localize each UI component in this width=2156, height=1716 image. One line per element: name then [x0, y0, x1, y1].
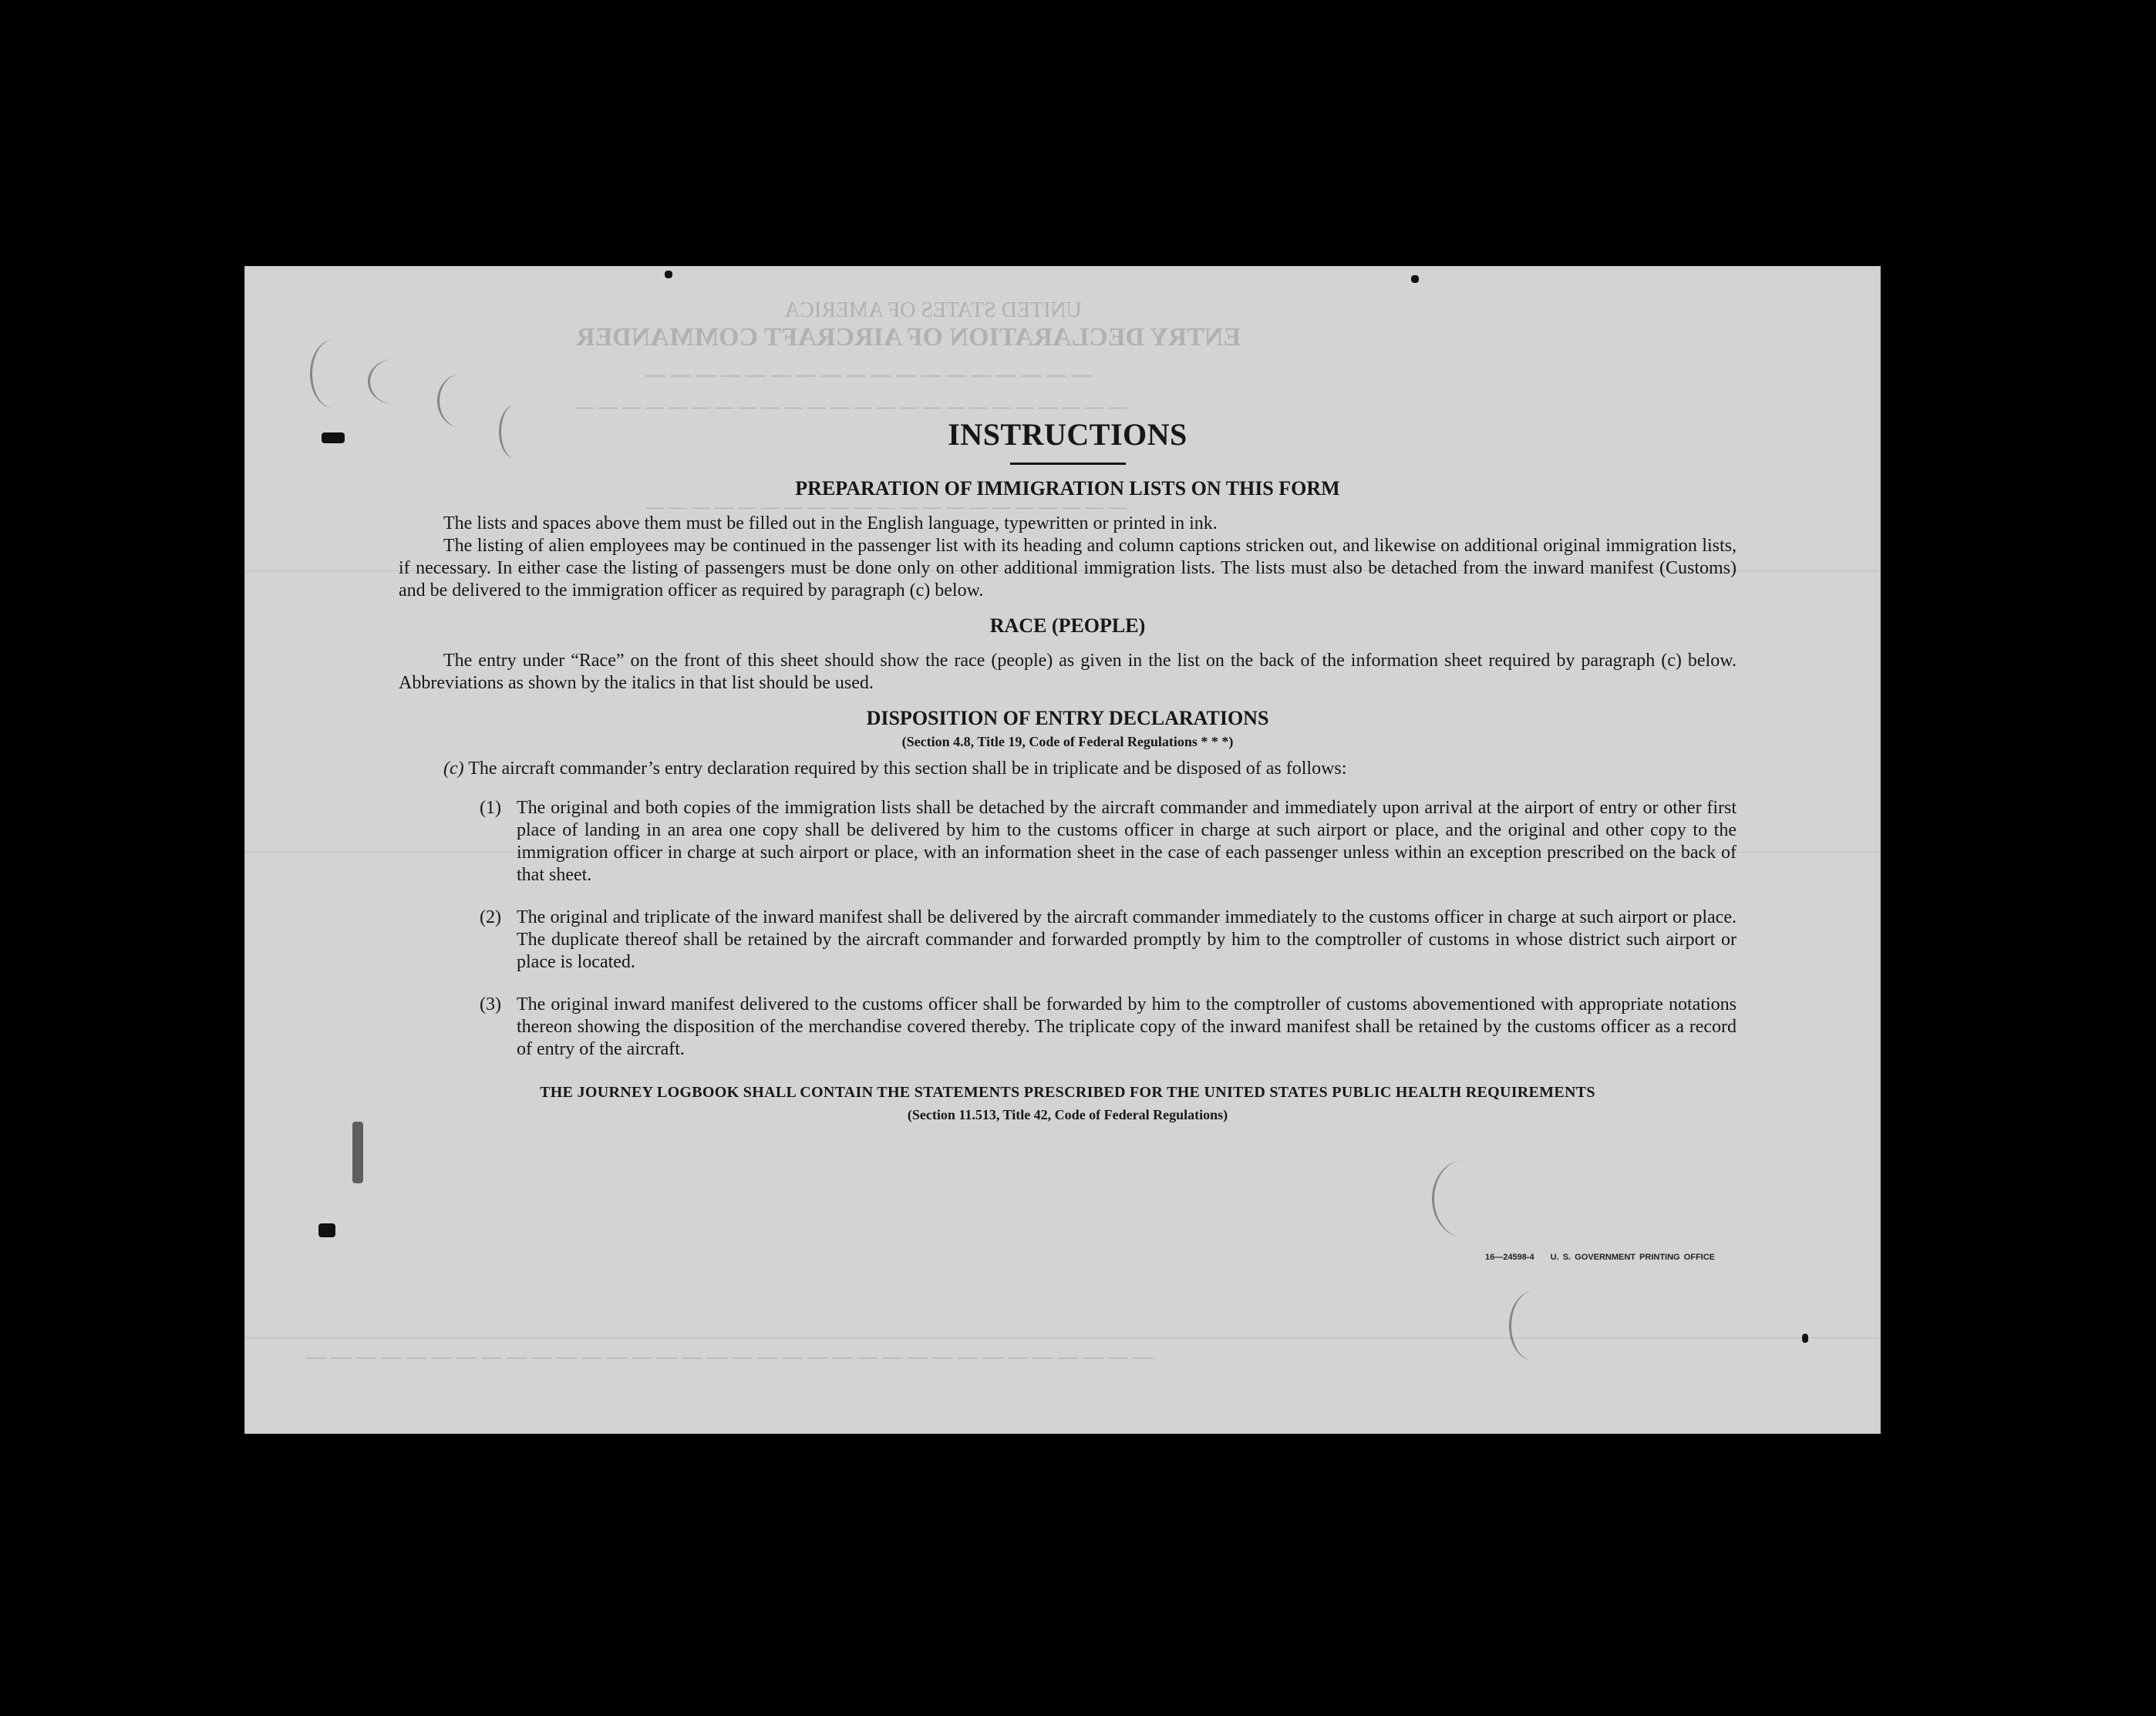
section-subheading-disposition: (Section 4.8, Title 19, Code of Federal Regulations * * *) — [901, 734, 1234, 749]
reverse-bleed-through: ENTRY DECLARATION OF AIRCRAFT COMMANDER — [576, 323, 1241, 352]
handwriting-mark — [368, 358, 424, 405]
list-item — [480, 907, 1737, 974]
list-item-number: (1) — [480, 798, 501, 818]
paragraph-race-1: The entry under “Race” on the front of this sheet should show the race (people) as given in the list on the back of the information sheet required by paragraph (c) below. Abbreviations as shown by the italics in that list should be used. — [399, 651, 1737, 693]
paragraph-label: (c) — [443, 759, 464, 779]
scan-mark — [665, 271, 672, 278]
section-heading-disposition: DISPOSITION OF ENTRY DECLARATIONS — [866, 707, 1269, 729]
list-item-text: The original and both copies of the immigration lists shall be detached by the aircraft commander and immediately upon arrival at the airport of entry or other first place of landing in an area one copy shall be delivered by him to the customs officer in charge at such airport or place, and the original and other copy to the immigration officer in charge at such airport or place, with an information sheet in the case of each passenger unless within an exception prescribed on the back of that sheet. — [517, 798, 1737, 885]
scan-mark — [1411, 275, 1419, 283]
reverse-bleed-through: — — — — — — — — — — — — — — — — — — — — — — — — — [576, 397, 1127, 417]
handwriting-mark — [1432, 1160, 1496, 1237]
paragraph-disposition-intro — [443, 758, 1737, 780]
reverse-bleed-through: UNITED STATES OF AMERICA — [784, 298, 1082, 322]
handwriting-mark — [310, 339, 359, 409]
handwriting-mark — [1509, 1291, 1558, 1361]
closing-statement: THE JOURNEY LOGBOOK SHALL CONTAIN THE STATEMENTS PRESCRIBED FOR THE UNITED STATES PUBLIC HEALTH REQUIREMENTS — [540, 1084, 1595, 1101]
printer-imprint — [1485, 1253, 1715, 1262]
instructions-content — [399, 416, 1737, 1125]
section-heading-race: RACE (PEOPLE) — [989, 614, 1146, 637]
paragraph-preparation-2: The listing of alien employees may be continued in the passenger list with its heading and column captions stricken out, and likewise on additional original immigration lists, if necessary. In either case the listing of passengers must be done only on other additional immigration lists. The lists must also be detached from the inward manifest (Customs) and be delivered to the immigration officer as required by paragraph (c) below. — [399, 536, 1737, 601]
title-underline — [1010, 463, 1126, 465]
list-item — [480, 994, 1737, 1061]
list-item-text: The original and triplicate of the inward manifest shall be delivered by the aircraft commander immediately to the customs officer in charge at such airport or place. The duplicate thereof shall be retained by the aircraft commander and forwarded promptly by him to the comptroller of customs in whose district such airport or place is located. — [517, 907, 1737, 972]
closing-citation: (Section 11.513, Title 42, Code of Federal Regulations) — [907, 1107, 1228, 1122]
list-item-number: (3) — [480, 994, 501, 1014]
list-item — [480, 797, 1737, 887]
section-heading-preparation: PREPARATION OF IMMIGRATION LISTS ON THIS FORM — [795, 477, 1340, 500]
list-item-number: (2) — [480, 907, 501, 927]
document-sheet — [244, 266, 1881, 1434]
list-item-text: The original inward manifest delivered to the customs officer shall be forwarded by him to the comptroller of customs abovementioned with appropriate notations thereon showing the disposition of the merchandise covered thereby. The triplicate copy of the inward manifest shall be retained by the customs officer as a record of entry of the aircraft. — [517, 994, 1737, 1059]
scan-mark — [352, 1122, 363, 1183]
scan-mark — [318, 1223, 335, 1237]
faint-rule-line — [244, 1337, 1881, 1338]
paragraph-preparation-1: The lists and spaces above them must be filled out in the English language, typewritten or printed in ink. — [443, 513, 1218, 533]
scan-mark — [1802, 1334, 1808, 1343]
printer-name: U. S. GOVERNMENT PRINTING OFFICE — [1550, 1253, 1715, 1262]
scan-mark — [322, 432, 345, 443]
page-title: INSTRUCTIONS — [948, 417, 1187, 452]
reverse-bleed-through: — — — — — — — — — — — — — — — — — — — — — — — — — — — — — — — — — — — [306, 1345, 1154, 1368]
paragraph-text: The aircraft commander’s entry declaration required by this section shall be in triplicate and be disposed of as follows: — [468, 759, 1347, 779]
reverse-bleed-through: — — — — — — — — — — — — — — — — — — — — — — [645, 497, 1127, 517]
reverse-bleed-through: — — — — — — — — — — — — — — — — — — — [645, 363, 1092, 385]
form-number: 16—24598-4 — [1484, 1253, 1534, 1262]
